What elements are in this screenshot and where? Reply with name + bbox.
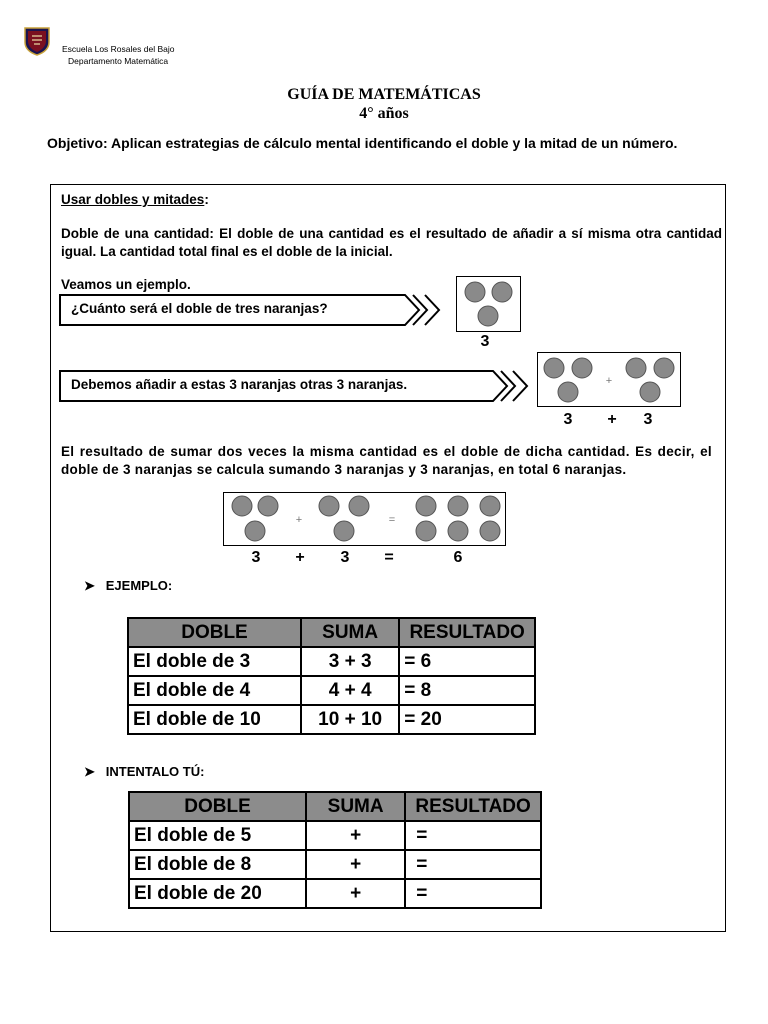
orange-icon — [492, 282, 512, 302]
definition-text: Doble de una cantidad: El doble de una cantidad es el resultado de añadir a sí misma otra cantidad igual. La cantidad total final es el doble de la inicial. — [61, 226, 722, 259]
three-plus-three-equals-six-box — [223, 492, 506, 546]
caption2-b: 3 — [643, 411, 653, 428]
caption3-op2: = — [384, 549, 394, 566]
orange-icon — [640, 382, 660, 402]
objective-text: Objetivo: Aplican estrategias de cálculo mental identificando el doble y la mitad de un número. — [47, 135, 678, 151]
practice-table — [128, 791, 542, 909]
table-cell: El doble de 4 — [128, 676, 301, 705]
table-cell: El doble de 5 — [129, 821, 306, 850]
answer-arrow — [59, 370, 535, 400]
orange-icon — [448, 496, 468, 516]
explanation-text: El resultado de sumar dos veces la misma cantidad es el doble de dicha cantidad. Es decir, el doble de 3 naranjas se calcula sumando 3 naranjas y 3 naranjas, en total 6 naranjas. — [61, 444, 712, 477]
three-plus-three-box — [537, 352, 681, 407]
header-cell: RESULTADO — [399, 618, 535, 647]
orange-icon — [572, 358, 592, 378]
orange-icon — [416, 521, 436, 541]
table-header-row — [128, 618, 535, 647]
header-cell: DOBLE — [129, 792, 306, 821]
orange-icon — [232, 496, 252, 516]
table-cell: El doble de 8 — [129, 850, 306, 879]
school-logo — [24, 26, 50, 56]
question-arrow — [59, 294, 447, 324]
three-oranges-box — [456, 276, 521, 332]
department-name: Departamento Matemática — [68, 56, 169, 66]
example-table — [127, 617, 536, 735]
caption2-a: 3 — [563, 411, 573, 428]
title-line-2: 4° años — [359, 105, 409, 122]
table-row — [129, 879, 541, 908]
example-label-row — [84, 578, 172, 594]
question-text: ¿Cuánto será el doble de tres naranjas? — [71, 301, 328, 316]
school-header — [62, 43, 174, 67]
caption3-op1: + — [295, 549, 305, 566]
table-row — [129, 821, 541, 850]
orange-icon — [334, 521, 354, 541]
table-cell: El doble de 20 — [129, 879, 306, 908]
orange-icon — [480, 496, 500, 516]
caption3-a: 3 — [251, 549, 261, 566]
orange-icon — [245, 521, 265, 541]
table-cell: = — [405, 879, 541, 908]
table-cell: = 20 — [399, 705, 535, 734]
school-name: Escuela Los Rosales del Bajo — [62, 44, 175, 54]
table-cell: = 6 — [399, 647, 535, 676]
example-label: EJEMPLO: — [105, 578, 173, 593]
table-cell: 3 + 3 — [301, 647, 399, 676]
orange-icon — [626, 358, 646, 378]
orange-icon — [558, 382, 578, 402]
small-equals: = — [388, 514, 396, 526]
table-cell: El doble de 3 — [128, 647, 301, 676]
table-cell: 10 + 10 — [301, 705, 399, 734]
orange-icon — [654, 358, 674, 378]
answer-text: Debemos añadir a estas 3 naranjas otras 3 naranjas. — [71, 377, 408, 392]
caption2-op: + — [607, 411, 617, 428]
table-header-row — [129, 792, 541, 821]
table-cell: + — [306, 850, 405, 879]
caption3-b: 3 — [340, 549, 350, 566]
orange-icon — [480, 521, 500, 541]
orange-icon — [319, 496, 339, 516]
arrow-bullet-icon: ➤ — [84, 764, 95, 779]
orange-icon — [478, 306, 498, 326]
page-title — [0, 85, 768, 123]
arrow-bullet-icon: ➤ — [84, 578, 95, 593]
table-cell: 4 + 4 — [301, 676, 399, 705]
table-cell: = 8 — [399, 676, 535, 705]
table-cell: = — [405, 821, 541, 850]
section-title: Usar dobles y mitades — [61, 192, 205, 207]
header-cell: SUMA — [306, 792, 405, 821]
orange-icon — [448, 521, 468, 541]
practice-label-row — [84, 764, 204, 780]
table-row — [129, 850, 541, 879]
orange-icon — [349, 496, 369, 516]
orange-icon — [258, 496, 278, 516]
header-cell: RESULTADO — [405, 792, 541, 821]
table-row — [128, 676, 535, 705]
table-cell: El doble de 10 — [128, 705, 301, 734]
title-line-1: GUÍA DE MATEMÁTICAS — [287, 86, 481, 103]
table-row — [128, 705, 535, 734]
table-cell: = — [405, 850, 541, 879]
section-heading: Usar dobles y mitades: — [61, 192, 209, 207]
practice-label: INTENTALO TÚ: — [105, 764, 205, 779]
header-cell: SUMA — [301, 618, 399, 647]
caption-three: 3 — [480, 333, 490, 350]
orange-icon — [465, 282, 485, 302]
table-row — [128, 647, 535, 676]
caption3-c: 6 — [453, 549, 463, 566]
orange-icon — [544, 358, 564, 378]
table-cell: + — [306, 821, 405, 850]
example-intro: Veamos un ejemplo. — [61, 277, 191, 292]
small-plus: + — [295, 514, 303, 526]
header-cell: DOBLE — [128, 618, 301, 647]
orange-icon — [416, 496, 436, 516]
small-plus: + — [605, 375, 613, 387]
table-cell: + — [306, 879, 405, 908]
